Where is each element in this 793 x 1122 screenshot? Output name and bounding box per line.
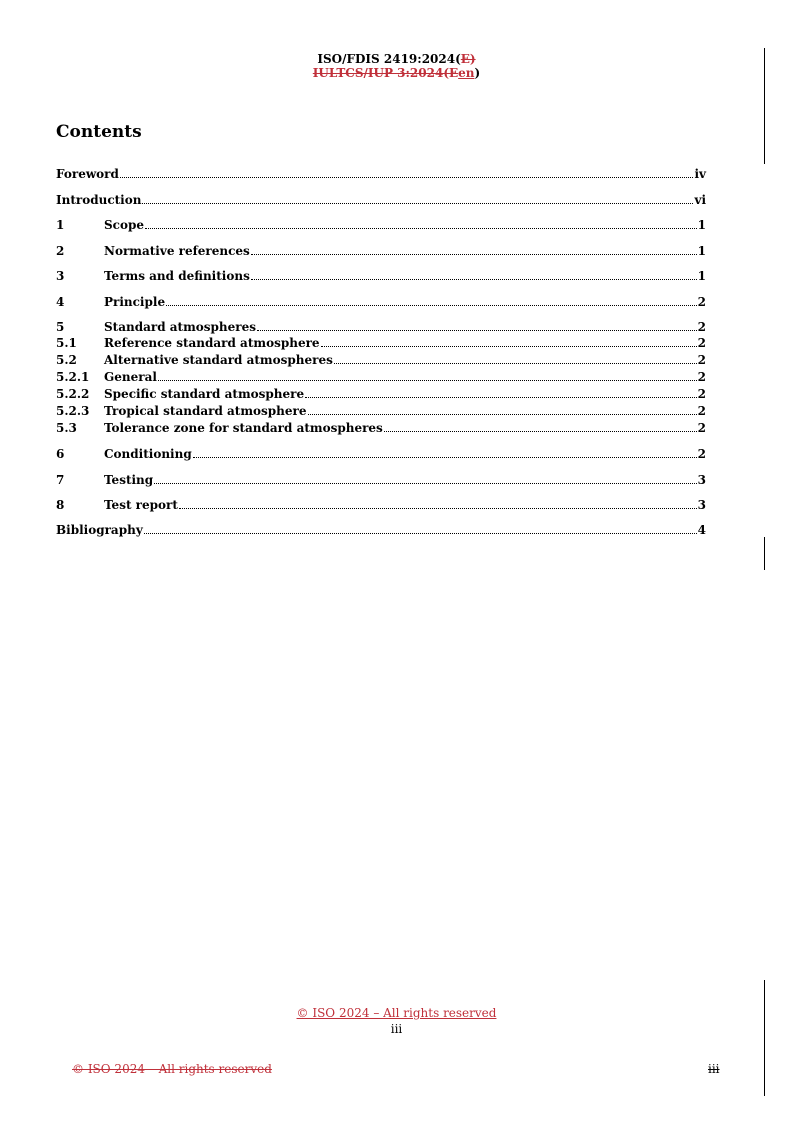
toc-entry[interactable] <box>56 166 706 182</box>
document-header-id <box>0 52 793 66</box>
toc-entry-page: 1 <box>697 269 706 283</box>
toc-dot-leader <box>251 279 697 280</box>
toc-dot-leader <box>308 414 697 415</box>
toc-entry-number: 5 <box>56 320 65 334</box>
toc-dot-leader <box>158 380 697 381</box>
toc-entry-title: General <box>104 370 157 384</box>
toc-entry-title: Introduction <box>56 193 142 207</box>
footer-copyright-deleted: © ISO 2024 – All rights reserved <box>72 1062 272 1076</box>
toc-entry[interactable] <box>56 352 706 368</box>
old-ref-deleted: IULTCS/IUP 3:2024(E <box>312 66 459 80</box>
footer-copyright-inserted: © ISO 2024 – All rights reserved <box>296 1006 497 1020</box>
footer-page-number: iii <box>390 1022 403 1036</box>
toc-entry[interactable] <box>56 217 706 233</box>
header-close-paren: ) <box>474 66 481 80</box>
toc-entry[interactable] <box>56 294 706 310</box>
footer-page-number-deleted: iii <box>708 1062 720 1076</box>
toc-entry-number: 5.3 <box>56 421 77 435</box>
toc-dot-leader <box>305 397 697 398</box>
toc-entry-page: 3 <box>697 473 706 487</box>
toc-entry-title: Scope <box>104 218 145 232</box>
toc-entry-page: 2 <box>697 387 706 401</box>
toc-entry-page: 2 <box>697 370 706 384</box>
inserted-lang-marker: en <box>458 66 475 80</box>
toc-entry-page: 2 <box>697 295 706 309</box>
change-bar-bottom <box>764 980 765 1096</box>
toc-entry-number: 1 <box>56 218 65 232</box>
toc-entry-title: Standard atmospheres <box>104 320 257 334</box>
toc-dot-leader <box>193 457 697 458</box>
toc-entry-page: 1 <box>697 244 706 258</box>
toc-entry-number: 5.1 <box>56 336 77 350</box>
toc-dot-leader <box>321 346 697 347</box>
toc-entry[interactable] <box>56 243 706 259</box>
toc-entry-page: 4 <box>697 523 706 537</box>
toc-entry[interactable] <box>56 335 706 351</box>
toc-entry-page: iv <box>694 167 706 181</box>
toc-entry-page: 2 <box>697 404 706 418</box>
toc-dot-leader <box>144 533 697 534</box>
toc-entry-number: 3 <box>56 269 65 283</box>
toc-entry-number: 5.2 <box>56 353 77 367</box>
toc-entry-title: Principle <box>104 295 166 309</box>
toc-entry-number: 5.2.1 <box>56 370 90 384</box>
toc-dot-leader <box>154 483 696 484</box>
toc-dot-leader <box>166 305 697 306</box>
toc-entry-page: 2 <box>697 421 706 435</box>
toc-entry-number: 6 <box>56 447 65 461</box>
toc-entry-title: Tropical standard atmosphere <box>104 404 307 418</box>
toc-entry-title: Test report <box>104 498 178 512</box>
toc-dot-leader <box>142 203 693 204</box>
toc-entry-title: Tolerance zone for standard atmospheres <box>104 421 383 435</box>
toc-entry-number: 5.2.3 <box>56 404 90 418</box>
doc-id: ISO/FDIS 2419:2024( <box>317 52 461 66</box>
toc-entry-page: 2 <box>697 447 706 461</box>
toc-entry-page: 2 <box>697 320 706 334</box>
toc-entry-title: Foreword <box>56 167 119 181</box>
toc-dot-leader <box>179 508 697 509</box>
change-bar-top <box>764 48 765 164</box>
toc-entry-title: Testing <box>104 473 154 487</box>
toc-dot-leader <box>251 254 697 255</box>
contents-title: Contents <box>56 122 142 142</box>
toc-entry[interactable] <box>56 446 706 462</box>
toc-entry-page: 2 <box>697 353 706 367</box>
deleted-lang-marker: E) <box>460 52 476 66</box>
toc-entry[interactable] <box>56 192 706 208</box>
change-bar-middle <box>764 537 765 570</box>
toc-entry[interactable] <box>56 522 706 538</box>
toc-entry[interactable] <box>56 386 706 402</box>
toc-entry-page: 1 <box>697 218 706 232</box>
toc-entry-number: 7 <box>56 473 65 487</box>
toc-entry-number: 5.2.2 <box>56 387 90 401</box>
toc-entry-number: 2 <box>56 244 65 258</box>
toc-entry-page: 2 <box>697 336 706 350</box>
toc-entry-title: Normative references <box>104 244 250 258</box>
toc-entry-title: Bibliography <box>56 523 143 537</box>
toc-entry[interactable] <box>56 268 706 284</box>
toc-entry-page: vi <box>694 193 706 207</box>
toc-entry[interactable] <box>56 472 706 488</box>
toc-entry-number: 4 <box>56 295 65 309</box>
toc-entry-title: Terms and definitions <box>104 269 250 283</box>
toc-entry-page: 3 <box>697 498 706 512</box>
toc-dot-leader <box>384 431 697 432</box>
toc-entry[interactable] <box>56 497 706 513</box>
toc-dot-leader <box>145 228 697 229</box>
toc-entry[interactable] <box>56 369 706 385</box>
toc-dot-leader <box>257 330 697 331</box>
toc-entry-title: Alternative standard atmospheres <box>104 353 333 367</box>
toc-entry[interactable] <box>56 319 706 335</box>
document-header-old-ref <box>0 66 793 80</box>
toc-entry-number: 8 <box>56 498 65 512</box>
toc-entry[interactable] <box>56 420 706 436</box>
toc-entry-title: Conditioning <box>104 447 192 461</box>
toc-dot-leader <box>120 177 694 178</box>
toc-entry[interactable] <box>56 403 706 419</box>
toc-dot-leader <box>334 363 697 364</box>
toc-entry-title: Specific standard atmosphere <box>104 387 305 401</box>
toc-entry-title: Reference standard atmosphere <box>104 336 320 350</box>
